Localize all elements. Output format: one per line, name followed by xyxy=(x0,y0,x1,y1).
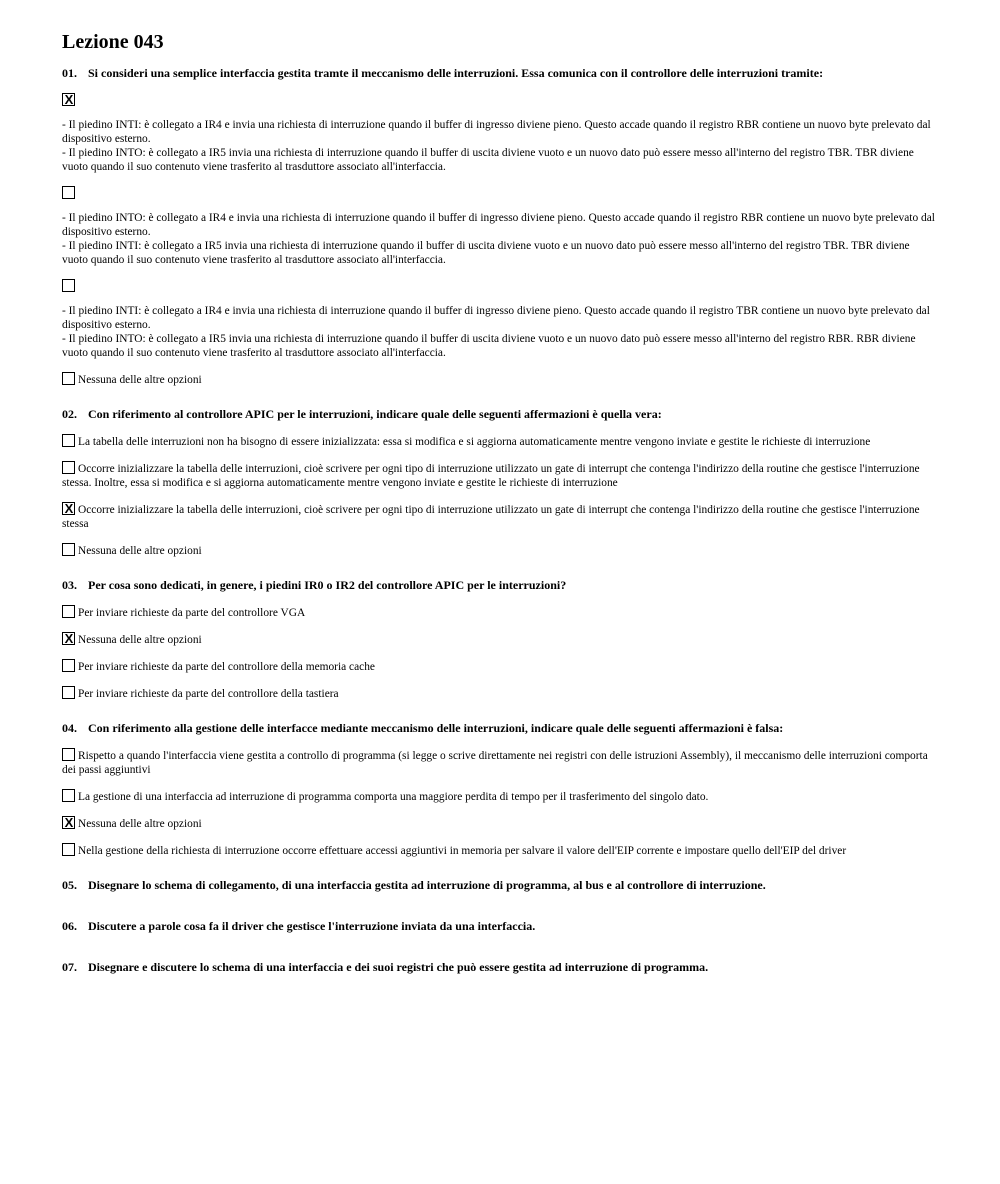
question-title: 05. Disegnare lo schema di collegamento, di una interfaccia gestita ad interruzione di programma, al bus e al controllore di interruzione. xyxy=(62,878,766,892)
question-01 xyxy=(62,66,938,387)
answer-checkbox[interactable] xyxy=(62,748,75,761)
answer-checkbox[interactable] xyxy=(62,686,75,699)
check-x-icon: X xyxy=(64,631,74,646)
question-06 xyxy=(62,919,938,934)
answer-option: Per inviare richieste da parte del controllore VGA xyxy=(62,605,938,620)
lesson-title: Lezione 043 xyxy=(62,31,164,53)
question-title: 06. Discutere a parole cosa fa il driver che gestisce l'interruzione inviata da una interfaccia. xyxy=(62,919,536,933)
answer-checkbox[interactable] xyxy=(62,543,75,556)
answer-checkbox[interactable] xyxy=(62,372,75,385)
question-05 xyxy=(62,878,938,893)
answer-checkbox[interactable] xyxy=(62,279,75,292)
answer-checkbox[interactable] xyxy=(62,789,75,802)
answer-option: Per inviare richieste da parte del controllore della tastiera xyxy=(62,686,938,701)
answer-checkbox[interactable] xyxy=(62,632,75,645)
answer-option: Nella gestione della richiesta di interruzione occorre effettuare accessi aggiuntivi in memoria per salvare il valore dell'EIP corrente e impostare quello dell'EIP del driver xyxy=(62,843,938,858)
answer-option: X Nessuna delle altre opzioni xyxy=(62,632,938,647)
question-07 xyxy=(62,960,938,975)
answer-option: - Il piedino INTO: è collegato a IR4 e invia una richiesta di interruzione quando il buffer di ingresso diviene pieno. Questo accade quando il registro RBR contiene un nuovo byte prelevato dal dispositivo esterno. - Il piedino INTI: è collegato a IR5 invia una richiesta di interruzione quando il buffer di uscita diviene vuoto e un nuovo dato può essere messo all'interno del registro TBR. TBR diviene vuoto quando il suo contenuto viene trasferito al trasduttore associato all'interfaccia. xyxy=(62,186,938,267)
answer-option: X - Il piedino INTI: è collegato a IR4 e invia una richiesta di interruzione quando il buffer di ingresso diviene pieno. Questo accade quando il registro RBR contiene un nuovo byte prelevato dal dispositivo esterno. - Il piedino INTO: è collegato a IR5 invia una richiesta di interruzione quando il buffer di uscita diviene vuoto e un nuovo dato può essere messo all'interno del registro TBR. TBR diviene vuoto quando il suo contenuto viene trasferito al trasduttore associato all'interfaccia. xyxy=(62,92,931,173)
answer-option: La gestione di una interfaccia ad interruzione di programma comporta una maggiore perdita di tempo per il trasferimento del singolo dato. xyxy=(62,789,938,804)
document-page xyxy=(62,30,938,989)
answer-checkbox[interactable] xyxy=(62,186,75,199)
answer-option: X Nessuna delle altre opzioni xyxy=(62,816,938,831)
check-x-icon: X xyxy=(64,501,74,516)
question-title: 07. Disegnare e discutere lo schema di una interfaccia e dei suoi registri che può essere gestita ad interruzione di programma. xyxy=(62,960,709,974)
question-title: 04. Con riferimento alla gestione delle interfacce mediante meccanismo delle interruzioni, indicare quale delle seguenti affermazioni è falsa: xyxy=(62,721,784,735)
answer-option: Nessuna delle altre opzioni xyxy=(62,372,938,387)
answer-checkbox[interactable] xyxy=(62,659,75,672)
answer-checkbox[interactable] xyxy=(62,502,75,515)
question-02 xyxy=(62,407,938,558)
answer-option: Nessuna delle altre opzioni xyxy=(62,543,938,558)
answer-option: - Il piedino INTI: è collegato a IR4 e invia una richiesta di interruzione quando il buffer di ingresso diviene pieno. Questo accade quando il registro TBR contiene un nuovo byte prelevato dal dispositivo esterno. - Il piedino INTO: è collegato a IR5 invia una richiesta di interruzione quando il buffer di uscita diviene vuoto e un nuovo dato può essere messo all'interno del registro RBR. RBR diviene vuoto quando il suo contenuto viene trasferito al trasduttore associato all'interfaccia. xyxy=(62,279,938,360)
answer-option: La tabella delle interruzioni non ha bisogno di essere inizializzata: essa si modifica e si aggiorna automaticamente mentre vengono inviate e gestite le richieste di interruzione xyxy=(62,434,938,449)
answer-option: Per inviare richieste da parte del controllore della memoria cache xyxy=(62,659,938,674)
check-x-icon: X xyxy=(64,92,74,107)
answer-option: Rispetto a quando l'interfaccia viene gestita a controllo di programma (si legge o scrive direttamente nei registri con delle istruzioni Assembly), il meccanismo delle interruzioni comporta dei passi aggiuntivi xyxy=(62,750,928,776)
answer-checkbox[interactable] xyxy=(62,605,75,618)
question-04 xyxy=(62,721,938,858)
answer-option: Occorre inizializzare la tabella delle interruzioni, cioè scrivere per ogni tipo di interruzione utilizzato un gate di interrupt che contenga l'indirizzo della routine che gestisce l'interruzione stessa. Inoltre, essa si modifica e si aggiorna automaticamente mentre vengono inviate e gestite le richieste di interruzione xyxy=(62,463,920,489)
check-x-icon: X xyxy=(64,815,74,830)
question-03 xyxy=(62,578,938,701)
question-title: 03. Per cosa sono dedicati, in genere, i piedini IR0 o IR2 del controllore APIC per le interruzioni? xyxy=(62,578,567,592)
question-title: 02. Con riferimento al controllore APIC per le interruzioni, indicare quale delle seguenti affermazioni è quella vera: xyxy=(62,407,662,421)
answer-checkbox[interactable] xyxy=(62,461,75,474)
answer-option: X Occorre inizializzare la tabella delle interruzioni, cioè scrivere per ogni tipo di interruzione utilizzato un gate di interrupt che contenga l'indirizzo della routine che gestisce l'interruzione stessa xyxy=(62,501,920,530)
answer-checkbox[interactable] xyxy=(62,816,75,829)
answer-checkbox[interactable] xyxy=(62,434,75,447)
answer-checkbox[interactable] xyxy=(62,93,75,106)
question-title: 01. Si consideri una semplice interfaccia gestita tramte il meccanismo delle interruzioni. Essa comunica con il controllore delle interruzioni tramite: xyxy=(62,66,824,80)
answer-checkbox[interactable] xyxy=(62,843,75,856)
